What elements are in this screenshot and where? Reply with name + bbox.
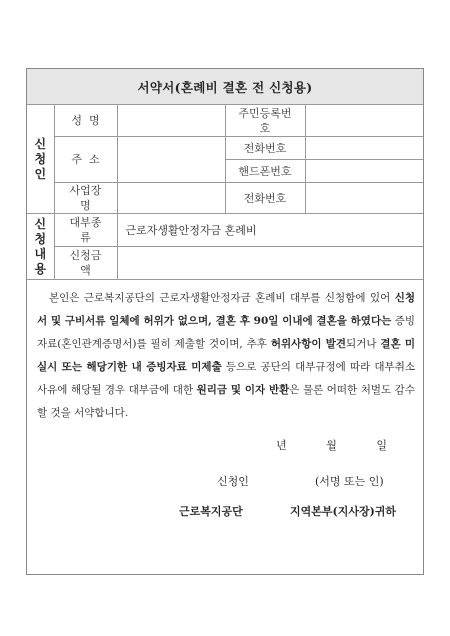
name-label: 성 명 (54, 105, 117, 137)
address-field[interactable] (117, 137, 225, 183)
date-month: 월 (326, 439, 337, 452)
work-phone-field[interactable] (305, 183, 423, 214)
mobile-field[interactable] (305, 160, 423, 183)
application-group-label: 신 청 내 용 (27, 214, 54, 280)
work-phone-label: 전화번호 (225, 183, 305, 214)
date-line (258, 437, 387, 453)
loan-type-label: 대부종 류 (54, 214, 117, 247)
applicant-signature-label: 신청인 (217, 475, 249, 488)
amount-field[interactable] (117, 247, 423, 280)
rrn-label: 주민등록번 호 (225, 105, 305, 137)
applicant-group-label: 신 청 인 (27, 105, 54, 214)
rrn-field[interactable] (305, 105, 423, 137)
amount-label: 신청금 액 (54, 247, 117, 280)
addressee-org: 근로복지공단 (179, 505, 243, 518)
phone-field[interactable] (305, 137, 423, 160)
pledge-form (26, 68, 424, 575)
applicant-table (27, 104, 423, 280)
mobile-label: 핸드폰번호 (225, 160, 305, 183)
date-day: 일 (376, 439, 387, 452)
form-title: 서약서(혼례비 결혼 전 신청용) (27, 69, 423, 105)
phone-label: 전화번호 (225, 137, 305, 160)
signature-note: (서명 또는 인) (315, 475, 384, 488)
loan-type-value: 근로자생활안정자금 혼례비 (117, 214, 423, 247)
addressee-branch: 지역본부(지사장)귀하 (290, 505, 397, 518)
pledge-text: 본인은 근로복지공단의 근로자생활안정자금 혼례비 대부를 신청함에 있어 신청서 및 구비서류 일체에 허위가 없으며, 결혼 후 90일 이내에 결혼을 하였다는 증빙자료(혼인관계증명서)를 필히 제출할 것이며, 추후 허위사항이 발견되거나 결혼 미실시 또는 해당기한 내 증빙자료 미제출 등으로 공단의 대부규정에 따라 대부취소 사유에 해당될 경우 대부금에 대한 원리금 및 이자 반환은 물론 어떠한 처벌도 감수할 것을 서약합니다. (37, 292, 416, 419)
name-field[interactable] (117, 105, 225, 137)
workplace-label: 사업장 명 (54, 183, 117, 214)
workplace-field[interactable] (117, 183, 225, 214)
date-year: 년 (276, 439, 287, 452)
address-label: 주 소 (54, 137, 117, 183)
